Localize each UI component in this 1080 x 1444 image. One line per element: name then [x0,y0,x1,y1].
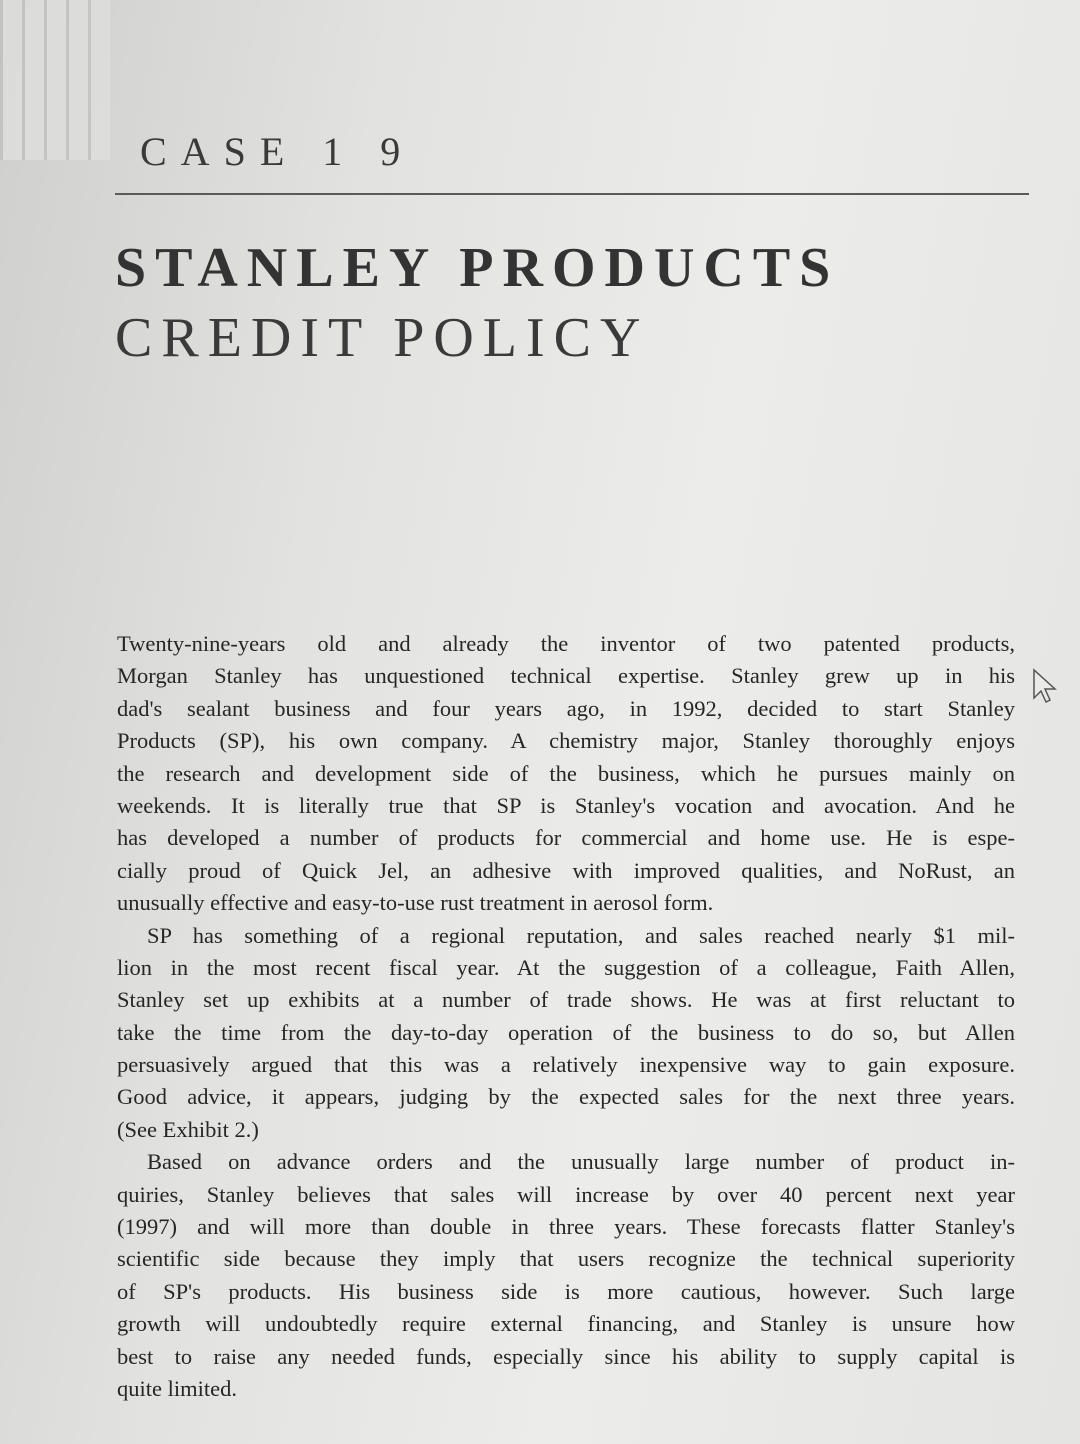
text-line: SP has something of a regional reputation, and sales reached nearly $1 mil- [147,922,1015,948]
text-line: take the time from the day-to-day operation of the business to do so, but Allen [117,1019,1015,1045]
text-line: the research and development side of the business, which he pursues mainly on [117,760,1015,786]
text-line: (1997) and will more than double in three years. These forecasts flatter Stanley's [117,1214,1015,1240]
body-text [117,628,1015,1405]
divider [115,193,1029,195]
text-line: Morgan Stanley has unquestioned technical expertise. Stanley grew up in his [117,663,1015,689]
text-line: has developed a number of products for commercial and home use. He is espe- [117,825,1015,851]
text-line: dad's sealant business and four years ago, in 1992, decided to start Stanley [117,695,1015,721]
title-line-2: CREDIT POLICY [115,307,650,369]
text-line: lion in the most recent fiscal year. At the suggestion of a colleague, Faith Allen, [117,954,1015,980]
title-line-1: STANLEY PRODUCTS [115,237,840,299]
text-line: persuasively argued that this was a relatively inexpensive way to gain exposure. [117,1052,1015,1078]
monitor-bezel [0,0,110,160]
text-line: Products (SP), his own company. A chemistry major, Stanley thoroughly enjoys [117,728,1015,754]
text-line: weekends. It is literally true that SP is Stanley's vocation and avocation. And he [117,792,1015,818]
text-line: (See Exhibit 2.) [117,1116,259,1142]
text-line: Good advice, it appears, judging by the expected sales for the next three years. [117,1084,1015,1110]
text-line: growth will undoubtedly require external financing, and Stanley is unsure how [117,1311,1015,1337]
text-line: cially proud of Quick Jel, an adhesive with improved qualities, and NoRust, an [117,857,1015,883]
text-line: Based on advance orders and the unusually large number of product in- [147,1149,1015,1175]
text-line: Twenty-nine-years old and already the inventor of two patented products, [117,631,1015,656]
text-line: unusually effective and easy-to-use rust treatment in aerosol form. [117,890,714,916]
text-line: quiries, Stanley believes that sales will increase by over 40 percent next year [117,1181,1015,1207]
case-number: CASE 1 9 [140,129,415,174]
text-line: of SP's products. His business side is more cautious, however. Such large [117,1278,1015,1304]
text-line: scientific side because they imply that users recognize the technical superiority [117,1246,1015,1272]
text-line: best to raise any needed funds, especially since his ability to supply capital is [117,1343,1015,1369]
mouse-cursor-icon [1032,668,1058,704]
text-line: Stanley set up exhibits at a number of trade shows. He was at first reluctant to [117,987,1015,1013]
text-line: quite limited. [117,1375,237,1401]
